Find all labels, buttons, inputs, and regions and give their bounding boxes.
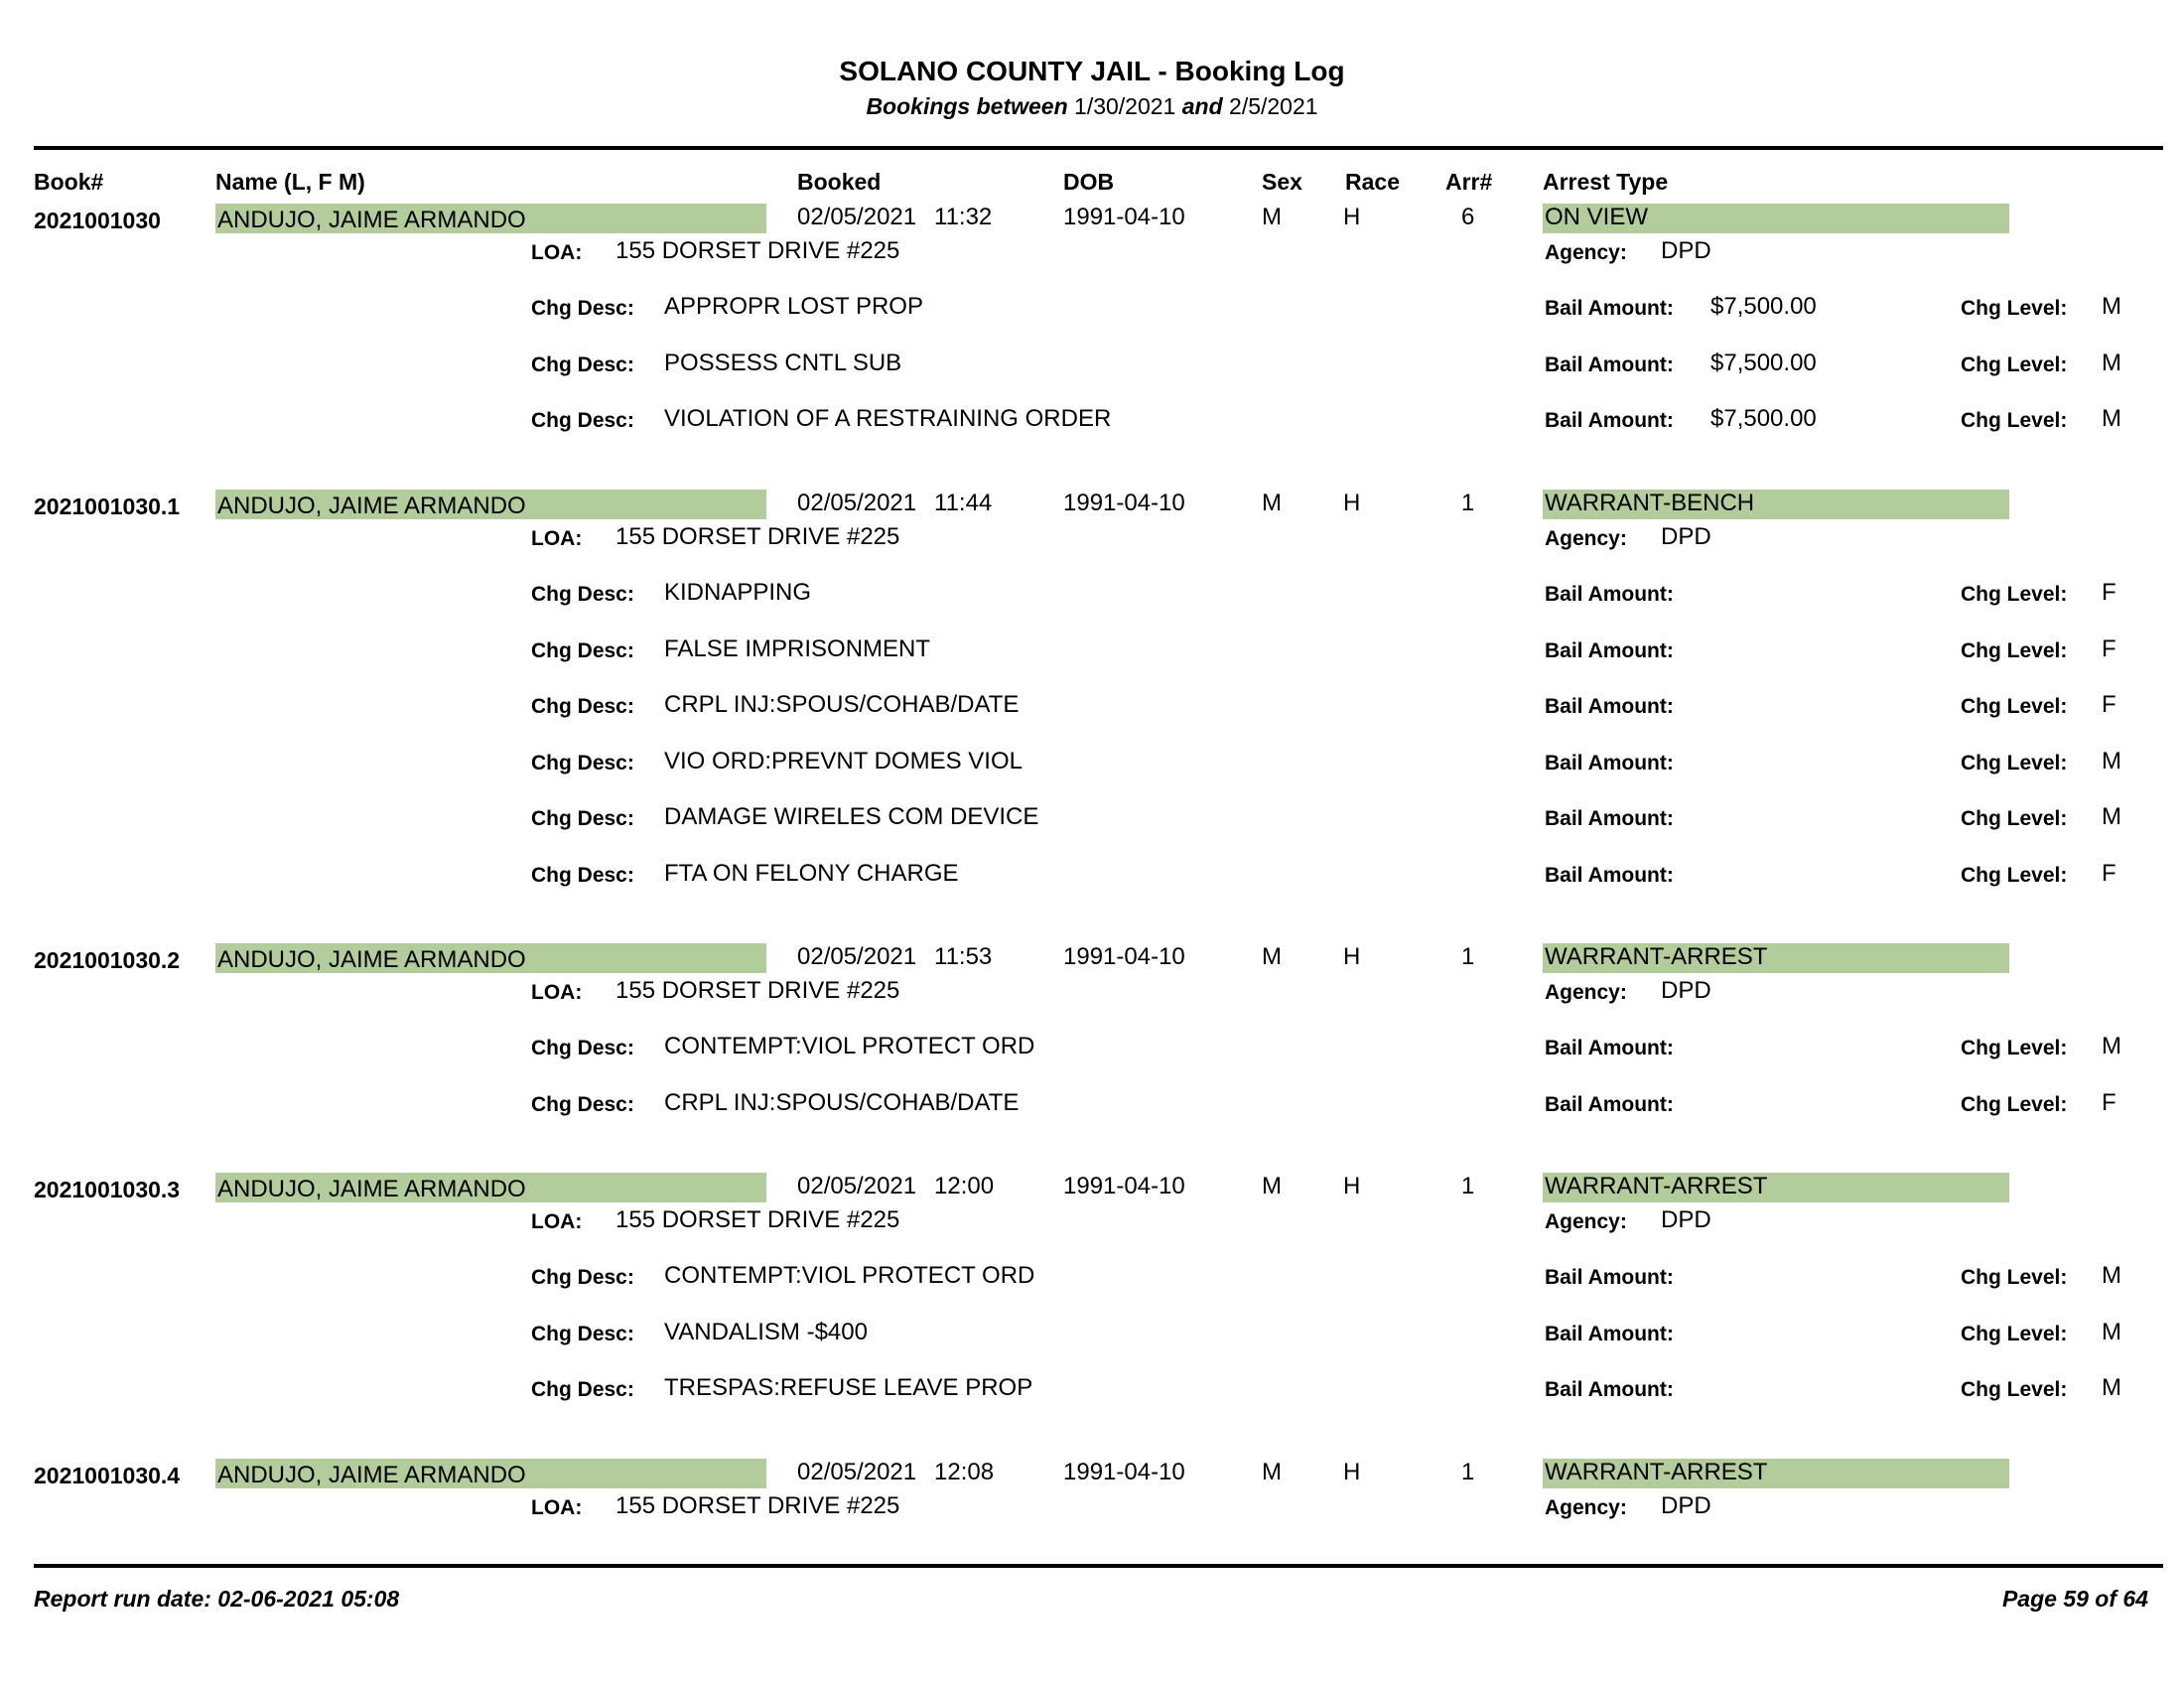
bail-amount-label: Bail Amount: (1545, 1322, 1674, 1345)
charge-level-label: Chg Level: (1961, 695, 2068, 718)
bail-amount-label: Bail Amount: (1545, 1378, 1674, 1401)
charge-desc-label: Chg Desc: (531, 583, 634, 606)
sex: M (1262, 1173, 1282, 1199)
bail-amount-label: Bail Amount: (1545, 1092, 1674, 1116)
bail-amount: $7,500.00 (1710, 349, 1817, 376)
race: H (1343, 204, 1361, 230)
booking-record (0, 943, 2184, 1116)
charge-level: M (2102, 1318, 2121, 1345)
charge-level-label: Chg Level: (1961, 1092, 2068, 1116)
charge-description: CONTEMPT:VIOL PROTECT ORD (664, 1262, 1035, 1289)
col-header-book: Book# (34, 169, 104, 195)
dob: 1991-04-10 (1063, 490, 1185, 516)
inmate-name: ANDUJO, JAIME ARMANDO (217, 207, 526, 233)
bail-amount-label: Bail Amount: (1545, 1266, 1674, 1289)
sex: M (1262, 490, 1282, 516)
loa-label: LOA: (531, 1496, 583, 1519)
charge-desc-label: Chg Desc: (531, 1092, 634, 1116)
charge-desc-label: Chg Desc: (531, 297, 634, 320)
charge-desc-label: Chg Desc: (531, 1378, 634, 1401)
sex: M (1262, 1459, 1282, 1485)
loa-label: LOA: (531, 527, 583, 550)
arrest-type: WARRANT-ARREST (1545, 1459, 1768, 1485)
booking-number: 2021001030 (34, 208, 161, 233)
booking-number: 2021001030.1 (34, 493, 181, 519)
charge-level: F (2102, 691, 2116, 718)
inmate-name: ANDUJO, JAIME ARMANDO (217, 946, 526, 973)
agency-label: Agency: (1545, 981, 1627, 1004)
arrest-number: 1 (1461, 1459, 1475, 1485)
arrest-number: 6 (1461, 204, 1475, 230)
agency-label: Agency: (1545, 1210, 1627, 1233)
bail-amount-label: Bail Amount: (1545, 1037, 1674, 1059)
charge-level: F (2102, 634, 2116, 662)
charge-level-label: Chg Level: (1961, 409, 2068, 432)
arrest-type: WARRANT-ARREST (1545, 1173, 1768, 1199)
agency: DPD (1661, 1492, 1711, 1519)
footer-rule (34, 1564, 2163, 1568)
race: H (1343, 943, 1361, 970)
dob: 1991-04-10 (1063, 204, 1185, 230)
charge-level: F (2102, 859, 2116, 887)
charge-level: F (2102, 1088, 2116, 1116)
col-header-arrest-type: Arrest Type (1543, 169, 1669, 195)
arrest-number: 1 (1461, 1173, 1475, 1199)
booked-time: 11:32 (934, 204, 993, 230)
charge-level: F (2102, 579, 2116, 606)
dob: 1991-04-10 (1063, 1173, 1185, 1199)
charge-desc-label: Chg Desc: (531, 863, 634, 887)
charge-level-label: Chg Level: (1961, 638, 2068, 662)
charge-level: M (2102, 1374, 2121, 1401)
subtitle-and: and (1181, 93, 1223, 119)
loa-label: LOA: (531, 981, 583, 1004)
booked-time: 12:08 (934, 1459, 995, 1485)
bail-amount-label: Bail Amount: (1545, 409, 1674, 432)
charge-description: CONTEMPT:VIOL PROTECT ORD (664, 1033, 1035, 1059)
booked-time: 11:53 (934, 943, 993, 970)
race: H (1343, 1173, 1361, 1199)
charge-level: M (2102, 1262, 2121, 1289)
loa-label: LOA: (531, 241, 583, 264)
booked-date: 02/05/2021 (797, 204, 917, 230)
loa-address: 155 DORSET DRIVE #225 (615, 977, 900, 1004)
bail-amount-label: Bail Amount: (1545, 297, 1674, 320)
booked-date: 02/05/2021 (797, 1173, 917, 1199)
bail-amount-label: Bail Amount: (1545, 352, 1674, 376)
booking-record (0, 1173, 2184, 1401)
loa-address: 155 DORSET DRIVE #225 (615, 523, 900, 550)
charge-level-label: Chg Level: (1961, 751, 2068, 774)
agency: DPD (1661, 977, 1711, 1004)
charge-description: CRPL INJ:SPOUS/COHAB/DATE (664, 1088, 1020, 1116)
booked-date: 02/05/2021 (797, 1459, 917, 1485)
col-header-arr: Arr# (1445, 169, 1493, 195)
charge-desc-label: Chg Desc: (531, 352, 634, 376)
agency: DPD (1661, 1206, 1711, 1233)
charge-desc-label: Chg Desc: (531, 409, 634, 432)
bail-amount-label: Bail Amount: (1545, 807, 1674, 830)
charge-description: FALSE IMPRISONMENT (664, 634, 931, 662)
agency-label: Agency: (1545, 241, 1627, 264)
charge-level-label: Chg Level: (1961, 297, 2068, 320)
dob: 1991-04-10 (1063, 943, 1185, 970)
subtitle-prefix: Bookings between (866, 93, 1068, 119)
charge-description: KIDNAPPING (664, 579, 812, 606)
loa-address: 155 DORSET DRIVE #225 (615, 1206, 900, 1233)
col-header-sex: Sex (1262, 169, 1302, 195)
charge-level: M (2102, 293, 2121, 320)
booking-number: 2021001030.2 (34, 947, 181, 973)
bail-amount-label: Bail Amount: (1545, 751, 1674, 774)
charge-desc-label: Chg Desc: (531, 751, 634, 774)
col-header-race: Race (1345, 169, 1400, 195)
charge-level-label: Chg Level: (1961, 352, 2068, 376)
report-title: SOLANO COUNTY JAIL - Booking Log (839, 56, 1345, 86)
inmate-name: ANDUJO, JAIME ARMANDO (217, 1462, 526, 1488)
charge-desc-label: Chg Desc: (531, 1322, 634, 1345)
charge-description: CRPL INJ:SPOUS/COHAB/DATE (664, 691, 1020, 718)
race: H (1343, 490, 1361, 516)
charge-description: TRESPAS:REFUSE LEAVE PROP (664, 1374, 1033, 1401)
charge-desc-label: Chg Desc: (531, 1037, 634, 1059)
race: H (1343, 1459, 1361, 1485)
charge-level-label: Chg Level: (1961, 1322, 2068, 1345)
charge-description: FTA ON FELONY CHARGE (664, 859, 959, 887)
header-rule (34, 146, 2163, 150)
charge-description: POSSESS CNTL SUB (664, 349, 902, 376)
col-header-name: Name (L, F M) (215, 169, 365, 195)
booked-time: 12:00 (934, 1173, 995, 1199)
charge-description: VIOLATION OF A RESTRAINING ORDER (664, 405, 1112, 432)
page-number: Page 59 of 64 (2001, 1586, 2148, 1612)
inmate-name: ANDUJO, JAIME ARMANDO (217, 492, 526, 519)
booked-date: 02/05/2021 (797, 490, 917, 516)
bail-amount: $7,500.00 (1710, 293, 1817, 320)
loa-address: 155 DORSET DRIVE #225 (615, 237, 900, 264)
dob: 1991-04-10 (1063, 1459, 1185, 1485)
arrest-number: 1 (1461, 490, 1475, 516)
inmate-name: ANDUJO, JAIME ARMANDO (217, 1176, 526, 1202)
charge-level-label: Chg Level: (1961, 863, 2068, 887)
report-run-date: Report run date: 02-06-2021 05:08 (34, 1586, 400, 1612)
arrest-number: 1 (1461, 943, 1475, 970)
booked-time: 11:44 (934, 490, 993, 516)
sex: M (1262, 204, 1282, 230)
bail-amount: $7,500.00 (1710, 405, 1817, 432)
charge-desc-label: Chg Desc: (531, 807, 634, 830)
booking-record (0, 1459, 2184, 1519)
agency-label: Agency: (1545, 527, 1627, 550)
charge-level: M (2102, 349, 2121, 376)
booking-record (0, 490, 2184, 887)
bail-amount-label: Bail Amount: (1545, 583, 1674, 606)
bail-amount-label: Bail Amount: (1545, 863, 1674, 887)
charge-level: M (2102, 405, 2121, 432)
charge-description: VIO ORD:PREVNT DOMES VIOL (664, 747, 1023, 774)
booked-date: 02/05/2021 (797, 943, 917, 970)
charge-level: M (2102, 803, 2121, 830)
col-header-booked: Booked (797, 169, 882, 195)
booking-number: 2021001030.4 (34, 1463, 181, 1488)
charge-desc-label: Chg Desc: (531, 638, 634, 662)
charge-level-label: Chg Level: (1961, 807, 2068, 830)
loa-address: 155 DORSET DRIVE #225 (615, 1492, 900, 1519)
charge-level-label: Chg Level: (1961, 1266, 2068, 1289)
agency-label: Agency: (1545, 1496, 1627, 1519)
charge-desc-label: Chg Desc: (531, 1266, 634, 1289)
sex: M (1262, 943, 1282, 970)
charge-level-label: Chg Level: (1961, 1037, 2068, 1059)
arrest-type: WARRANT-BENCH (1545, 490, 1755, 516)
charge-level-label: Chg Level: (1961, 583, 2068, 606)
charge-level-label: Chg Level: (1961, 1378, 2068, 1401)
charge-level: M (2102, 747, 2121, 774)
agency: DPD (1661, 237, 1711, 264)
charge-desc-label: Chg Desc: (531, 695, 634, 718)
booking-record (0, 204, 2184, 432)
agency: DPD (1661, 523, 1711, 550)
end-date: 2/5/2021 (1229, 93, 1318, 119)
loa-label: LOA: (531, 1210, 583, 1233)
charge-description: APPROPR LOST PROP (664, 293, 923, 320)
charge-description: DAMAGE WIRELES COM DEVICE (664, 803, 1039, 830)
report-subtitle (0, 93, 2184, 120)
charge-description: VANDALISM -$400 (664, 1318, 868, 1345)
bail-amount-label: Bail Amount: (1545, 638, 1674, 662)
arrest-type: WARRANT-ARREST (1545, 943, 1768, 970)
charge-level: M (2102, 1033, 2121, 1059)
col-header-dob: DOB (1063, 169, 1115, 195)
booking-number: 2021001030.3 (34, 1177, 181, 1202)
start-date: 1/30/2021 (1074, 93, 1176, 119)
arrest-type: ON VIEW (1545, 204, 1649, 230)
bail-amount-label: Bail Amount: (1545, 695, 1674, 718)
